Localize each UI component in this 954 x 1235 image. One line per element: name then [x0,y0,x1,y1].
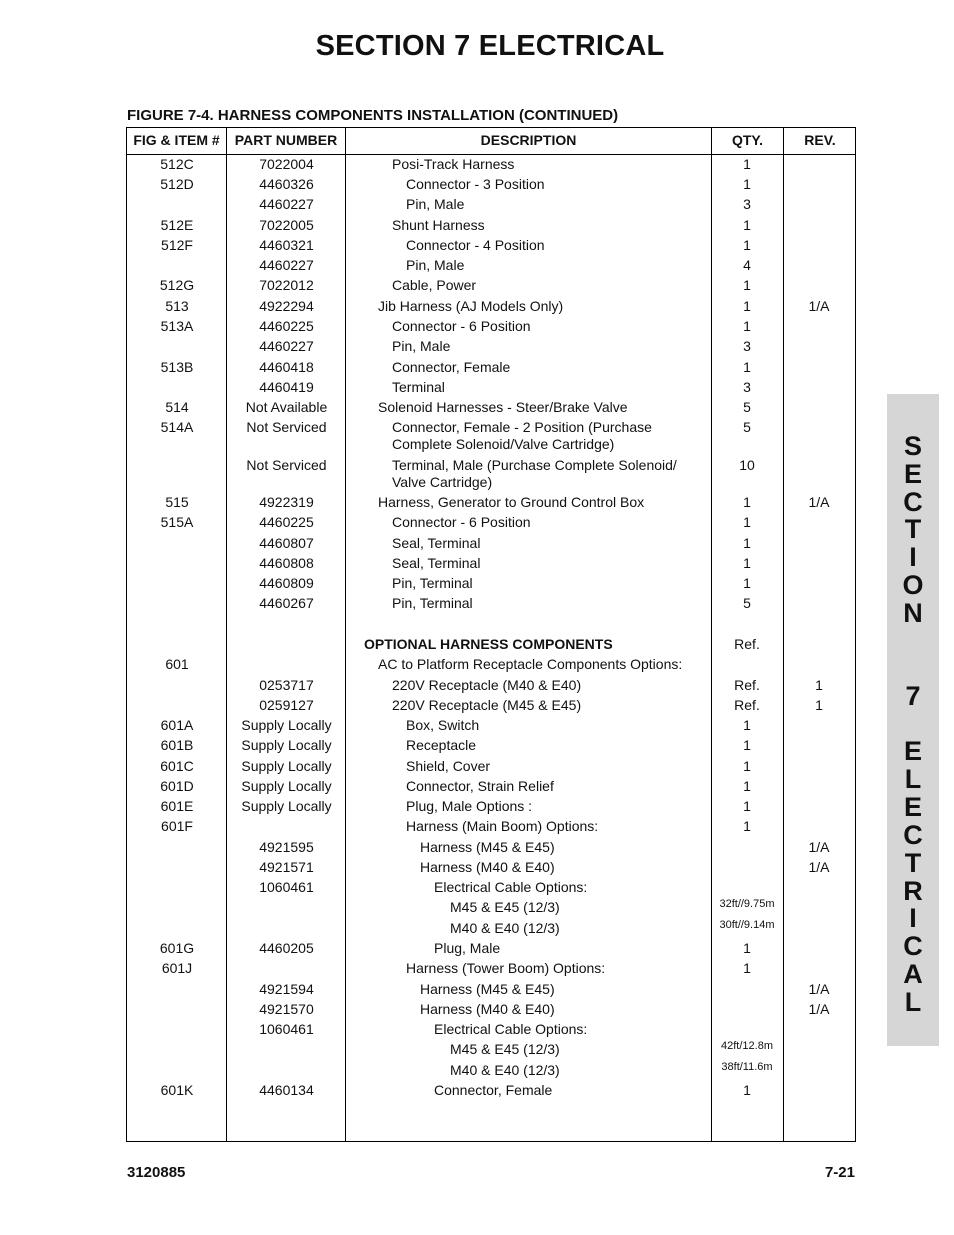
description-cell: M45 & E45 (12/3) [450,899,560,915]
part-number-cell: 4460808 [259,555,314,571]
fig-item-cell: 601 [165,656,189,672]
fig-item-cell: 512G [159,277,195,293]
rev-cell: 1/A [808,859,830,875]
description-cell: Harness (M40 & E40) [420,1001,555,1017]
description-cell: Connector - 3 Position [406,176,545,192]
qty-cell: 32ft//9.75m [719,898,775,910]
fig-item-cell: 512C [160,156,194,172]
qty-cell: 1 [743,176,751,192]
description-cell: Receptacle [406,737,477,753]
qty-cell: 1 [743,555,751,571]
description-cell: Connector, Female - 2 Position (Purchase [392,419,652,435]
description-cell: 220V Receptacle (M45 & E45) [392,697,582,713]
section-side-tab [887,394,939,1046]
part-number-cell: Supply Locally [241,758,332,774]
part-number-cell: Not Serviced [246,457,327,473]
description-cell: Solenoid Harnesses - Steer/Brake Valve [378,399,628,415]
side-tab-letter: A [903,959,923,989]
part-number-cell: 4460418 [259,359,314,375]
header-part-number: PART NUMBER [234,132,338,148]
fig-item-cell: 514A [160,419,194,435]
fig-item-cell: 601E [160,798,194,814]
fig-item-cell: 601B [160,737,194,753]
side-tab-letter: 7 [905,681,921,711]
rev-cell: 1/A [808,981,830,997]
qty-cell: 1 [743,737,751,753]
header-fig-item: FIG & ITEM # [133,132,220,148]
rev-cell: 1/A [808,839,830,855]
side-tab-letter: E [903,459,922,489]
description-cell: Pin, Male [392,338,451,354]
part-number-cell: 4460205 [259,940,314,956]
side-tab-letter: C [903,487,923,517]
fig-item-cell: 515 [165,494,189,510]
qty-cell: 4 [743,257,751,273]
qty-cell: 1 [743,237,751,253]
fig-item-cell: 514 [165,399,189,415]
part-number-cell: 4921594 [259,981,314,997]
description-cell: Harness, Generator to Ground Control Box [378,494,645,510]
fig-item-cell: 601K [160,1082,194,1098]
description-cell: Electrical Cable Options: [434,879,588,895]
qty-cell: 1 [743,514,751,530]
rev-cell: 1 [815,677,823,693]
qty-cell: 1 [743,1082,751,1098]
part-number-cell: Supply Locally [241,798,332,814]
description-cell: Connector, Strain Relief [406,778,554,794]
part-number-cell: 4460227 [259,338,314,354]
description-cell: Harness (M45 & E45) [420,981,555,997]
part-number-cell: 7022005 [259,217,314,233]
qty-cell: 10 [739,457,755,473]
header-qty: QTY. [731,132,764,148]
side-tab-letter: I [909,903,917,933]
header-divider [127,154,855,155]
part-number-cell: 4460227 [259,196,314,212]
side-tab-letter: I [909,542,917,572]
fig-item-cell: 515A [160,514,194,530]
qty-cell: 5 [743,399,751,415]
fig-item-cell: 512D [160,176,194,192]
part-number-cell: 7022004 [259,156,314,172]
qty-cell: 1 [743,717,751,733]
description-cell: Connector, Female [392,359,511,375]
side-tab-letter: T [904,848,922,878]
description-cell: Cable, Power [392,277,477,293]
description-cell: Connector, Female [434,1082,553,1098]
description-cell: Terminal [392,379,445,395]
description-cell: Pin, Male [406,196,465,212]
qty-cell: 1 [743,778,751,794]
part-number-cell: 0253717 [259,677,314,693]
description-cell: 220V Receptacle (M40 & E40) [392,677,582,693]
part-number-cell: Supply Locally [241,737,332,753]
description-cell: Plug, Male [434,940,501,956]
fig-item-cell: 601J [161,960,193,976]
rev-cell: 1/A [808,298,830,314]
part-number-cell: Supply Locally [241,717,332,733]
qty-cell: 1 [743,359,751,375]
rev-cell: 1/A [808,494,830,510]
part-number-cell: 4460809 [259,575,314,591]
part-number-cell: 1060461 [259,879,314,895]
part-number-cell: 4921595 [259,839,314,855]
fig-item-cell: 601F [161,818,193,834]
side-tab-letter: O [902,570,924,600]
qty-cell: 1 [743,960,751,976]
qty-cell: 3 [743,379,751,395]
part-number-cell: 4922319 [259,494,314,510]
part-number-cell: 4460326 [259,176,314,192]
qty-cell: 1 [743,156,751,172]
part-number-cell: 4460225 [259,318,314,334]
qty-cell: 3 [743,338,751,354]
description-cell: Seal, Terminal [392,555,481,571]
fig-item-cell: 601D [160,778,194,794]
description-cell: Connector - 4 Position [406,237,545,253]
fig-item-cell: 513A [160,318,194,334]
part-number-cell: Not Available [245,399,328,415]
description-continuation-cell: Complete Solenoid/Valve Cartridge) [392,436,615,452]
qty-cell: 1 [743,940,751,956]
part-number-cell: 0259127 [259,697,314,713]
qty-cell: 1 [743,277,751,293]
description-cell: Posi-Track Harness [392,156,515,172]
qty-cell: Ref. [734,677,760,693]
fig-item-cell: 601C [160,758,194,774]
description-cell: OPTIONAL HARNESS COMPONENTS [364,636,613,652]
description-cell: Seal, Terminal [392,535,481,551]
document-number: 3120885 [127,1164,186,1181]
qty-cell: Ref. [734,697,760,713]
part-number-cell: Supply Locally [241,778,332,794]
description-cell: Jib Harness (AJ Models Only) [378,298,564,314]
fig-item-cell: 601G [159,940,195,956]
description-cell: Shunt Harness [392,217,485,233]
side-tab-letter: R [903,876,923,906]
part-number-cell: 4921571 [259,859,314,875]
qty-cell: 42ft/12.8m [721,1040,773,1052]
part-number-cell: 4460807 [259,535,314,551]
part-number-cell: 1060461 [259,1021,314,1037]
parts-table [126,127,856,1142]
qty-cell: 1 [743,494,751,510]
side-tab-letter: N [903,598,923,628]
description-cell: Harness (M40 & E40) [420,859,555,875]
header-description: DESCRIPTION [480,132,577,148]
part-number-cell: 4922294 [259,298,314,314]
side-tab-letter: L [904,764,922,794]
qty-cell: 5 [743,419,751,435]
description-cell: Box, Switch [406,717,480,733]
part-number-cell: 4460227 [259,257,314,273]
header-rev: REV. [804,132,836,148]
qty-cell: 5 [743,595,751,611]
description-cell: Electrical Cable Options: [434,1021,588,1037]
rev-cell: 1 [815,697,823,713]
description-cell: AC to Platform Receptacle Components Options: [378,656,683,672]
qty-cell: 1 [743,318,751,334]
section-title: SECTION 7 ELECTRICAL [315,30,665,62]
part-number-cell: 4460225 [259,514,314,530]
part-number-cell: 4460134 [259,1082,314,1098]
description-cell: Connector - 6 Position [392,514,531,530]
description-cell: Shield, Cover [406,758,491,774]
qty-cell: 1 [743,298,751,314]
description-cell: M40 & E40 (12/3) [450,1062,560,1078]
part-number-cell: 7022012 [259,277,314,293]
part-number-cell: 4921570 [259,1001,314,1017]
fig-item-cell: 512F [161,237,193,253]
qty-cell: 1 [743,798,751,814]
part-number-cell: 4460321 [259,237,314,253]
description-cell: Plug, Male Options : [406,798,533,814]
qty-cell: 38ft/11.6m [721,1061,773,1073]
description-cell: Connector - 6 Position [392,318,531,334]
side-tab-letter: T [904,514,922,544]
part-number-cell: 4460267 [259,595,314,611]
qty-cell: 1 [743,535,751,551]
side-tab-letter: C [903,931,923,961]
description-cell: Pin, Terminal [392,595,473,611]
rev-cell: 1/A [808,1001,830,1017]
side-tab-letter: E [903,792,922,822]
fig-item-cell: 513B [160,359,194,375]
description-cell: Harness (Tower Boom) Options: [406,960,606,976]
description-cell: M40 & E40 (12/3) [450,920,560,936]
fig-item-cell: 601A [160,717,194,733]
qty-cell: Ref. [734,636,760,652]
qty-cell: 1 [743,758,751,774]
page-number: 7-21 [824,1164,855,1181]
figure-title: FIGURE 7-4. HARNESS COMPONENTS INSTALLATION (CONTINUED) [127,107,619,124]
qty-cell: 1 [743,575,751,591]
fig-item-cell: 513 [165,298,189,314]
side-tab-letter: E [903,736,922,766]
qty-cell: 3 [743,196,751,212]
description-cell: Terminal, Male (Purchase Complete Solenoid/ [392,457,677,473]
description-continuation-cell: Valve Cartridge) [392,474,493,490]
side-tab-letter: C [903,820,923,850]
part-number-cell: Not Serviced [246,419,327,435]
side-tab-letter: S [903,431,922,461]
qty-cell: 1 [743,818,751,834]
description-cell: Pin, Male [406,257,465,273]
description-cell: Pin, Terminal [392,575,473,591]
side-tab-letter: L [904,987,922,1017]
fig-item-cell: 512E [160,217,194,233]
qty-cell: 30ft//9.14m [719,919,775,931]
part-number-cell: 4460419 [259,379,314,395]
description-cell: Harness (Main Boom) Options: [406,818,599,834]
description-cell: M45 & E45 (12/3) [450,1041,560,1057]
qty-cell: 1 [743,217,751,233]
description-cell: Harness (M45 & E45) [420,839,555,855]
